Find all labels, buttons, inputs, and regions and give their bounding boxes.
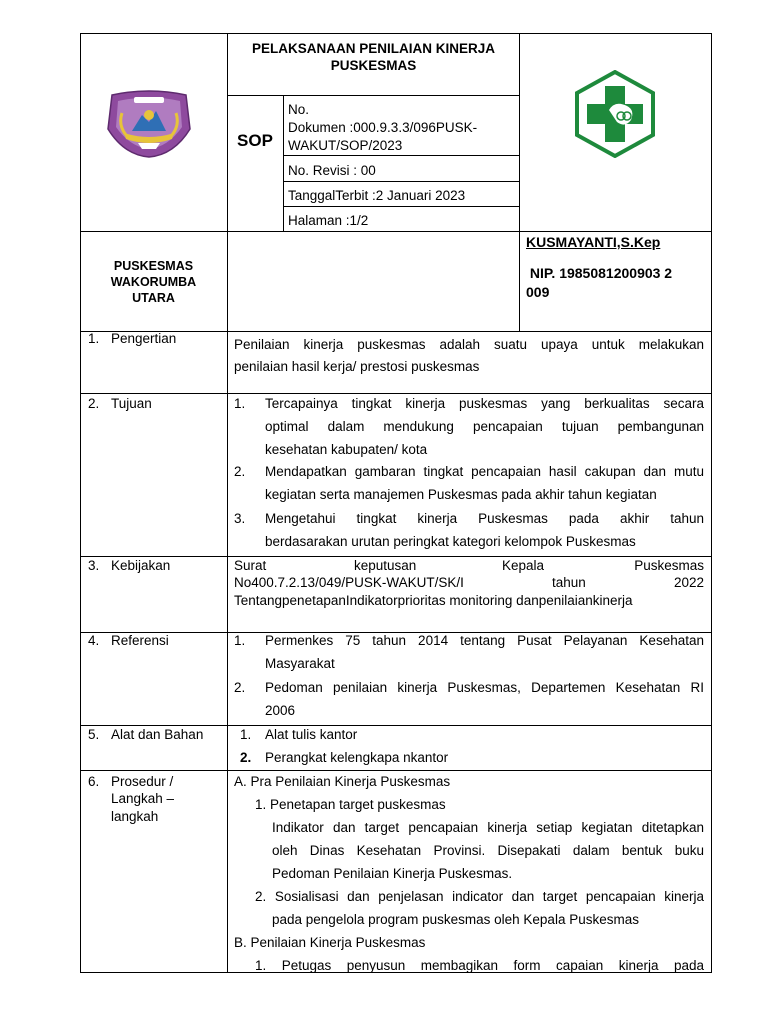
section-6-a1-line1: Indikator dan target pencapaian kinerja setiap kegiatan ditetapkan — [272, 820, 704, 835]
section-5-item-2: Perangkat kelengkapa nkantor — [265, 750, 449, 765]
section-6-b1-line1: 1. Petugas penyusun membagikan form capaian kinerja pada — [255, 958, 704, 973]
section-3-title: Kebijakan — [111, 558, 171, 573]
section-2-item-1-number: 1. — [234, 396, 246, 411]
section-3-word-puskesmas: Puskesmas — [634, 558, 704, 573]
doc-number-line1: Dokumen :000.9.3.3/096PUSK- — [288, 120, 478, 135]
section-3-number: 3. — [88, 558, 100, 573]
section-6-a1-heading: 1. Penetapan target puskesmas — [255, 797, 446, 812]
section-2-item-3-line2: berdasarakan urutan peringkat kategori kelompok Puskesmas — [265, 534, 636, 549]
section-2-item-1-line2: optimal dalam mendukung pencapaian tujuan pembangunan — [265, 419, 704, 434]
section-6-title-line3: langkah — [111, 809, 159, 824]
section-3-word-keputusan: keputusan — [354, 558, 417, 573]
revision-number: No. Revisi : 00 — [288, 163, 376, 178]
sop-label: SOP — [237, 131, 273, 150]
signer-nip-line1: NIP. 1985081200903 2 — [526, 265, 673, 281]
puskesmas-logo — [573, 70, 657, 158]
section-3-text-line3: TentangpenetapanIndikatorprioritas monitoring danpenilaiankinerja — [234, 593, 633, 608]
document-title-line1: PELAKSANAAN PENILAIAN KINERJA — [251, 41, 496, 56]
section-4-title: Referensi — [111, 633, 169, 648]
section-1-title: Pengertian — [111, 331, 177, 346]
section-6-a1-line2: oleh Dinas Kesehatan Provinsi. Disepakati dalam bentuk buku — [272, 843, 704, 858]
section-2-item-3-number: 3. — [234, 511, 246, 526]
section-1-text-line1: Penilaian kinerja puskesmas adalah suatu upaya untuk melakukan — [234, 337, 704, 352]
section-2-item-3-line1: Mengetahui tingkat kinerja Puskesmas pada akhir tahun — [265, 511, 704, 526]
section-5-item-2-number: 2. — [240, 750, 252, 765]
section-6-title-line2: Langkah – — [111, 791, 175, 806]
organization-name-line1: PUSKESMAS — [113, 259, 194, 273]
section-5-title: Alat dan Bahan — [111, 727, 204, 742]
issue-date: TanggalTerbit :2 Januari 2023 — [288, 188, 466, 203]
section-6-subsection-b-heading: B. Penilaian Kinerja Puskesmas — [234, 935, 426, 950]
section-4-item-2-number: 2. — [234, 680, 246, 695]
section-4-item-1-line1: Permenkes 75 tahun 2014 tentang Pusat Pelayanan Kesehatan — [265, 633, 704, 648]
page-number: Halaman :1/2 — [288, 213, 369, 228]
section-4-item-1-number: 1. — [234, 633, 246, 648]
document-title-line2: PUSKESMAS — [330, 58, 417, 73]
section-6-number: 6. — [88, 774, 100, 789]
section-6-a1-line3: Pedoman Penilaian Kinerja Puskesmas. — [272, 866, 513, 881]
section-4-item-1-line2: Masyarakat — [265, 656, 335, 671]
section-2-title: Tujuan — [111, 396, 152, 411]
section-3-word-surat: Surat — [234, 558, 267, 573]
section-4-item-2-line1: Pedoman penilaian kinerja Puskesmas, Departemen Kesehatan RI — [265, 680, 704, 695]
section-6-a2-line1: 2. Sosialisasi dan penjelasan indicator dan target pencapaian kinerja — [255, 889, 704, 904]
organization-name-line3: UTARA — [132, 291, 175, 305]
signer-nip-line2: 009 — [526, 284, 550, 300]
organization-name-line2: WAKORUMBA — [110, 275, 197, 289]
section-5-item-1-number: 1. — [240, 727, 252, 742]
doc-number-label: No. — [288, 102, 310, 117]
section-4-item-2-line2: 2006 — [265, 703, 296, 718]
regency-crest-logo — [104, 89, 194, 159]
section-1-text-line2: penilaian hasil kerja/ prestosi puskesmas — [234, 359, 480, 374]
section-2-item-1-line1: Tercapainya tingkat kinerja puskesmas yang berkualitas secara — [265, 396, 704, 411]
section-6-title-line1: Prosedur / — [111, 774, 174, 789]
section-2-number: 2. — [88, 396, 100, 411]
section-3-word-kepala: Kepala — [502, 558, 545, 573]
section-2-item-2-line2: kegiatan serta manajemen Puskesmas pada akhir tahun kegiatan — [265, 487, 657, 502]
section-1-number: 1. — [88, 331, 100, 346]
section-2-item-2-number: 2. — [234, 464, 246, 479]
section-2-item-1-line3: kesehatan kabupaten/ kota — [265, 442, 428, 457]
section-6-subsection-a-heading: A. Pra Penilaian Kinerja Puskesmas — [234, 774, 451, 789]
section-5-item-1: Alat tulis kantor — [265, 727, 358, 742]
section-5-number: 5. — [88, 727, 100, 742]
section-2-item-2-line1: Mendapatkan gambaran tingkat pencapaian hasil cakupan dan mutu — [265, 464, 704, 479]
doc-number-line2: WAKUT/SOP/2023 — [288, 138, 403, 153]
section-6-a2-line2: pada pengelola program puskesmas oleh Kepala Puskesmas — [272, 912, 639, 927]
signer-name: KUSMAYANTI,S.Kep — [526, 234, 661, 250]
section-4-number: 4. — [88, 633, 100, 648]
